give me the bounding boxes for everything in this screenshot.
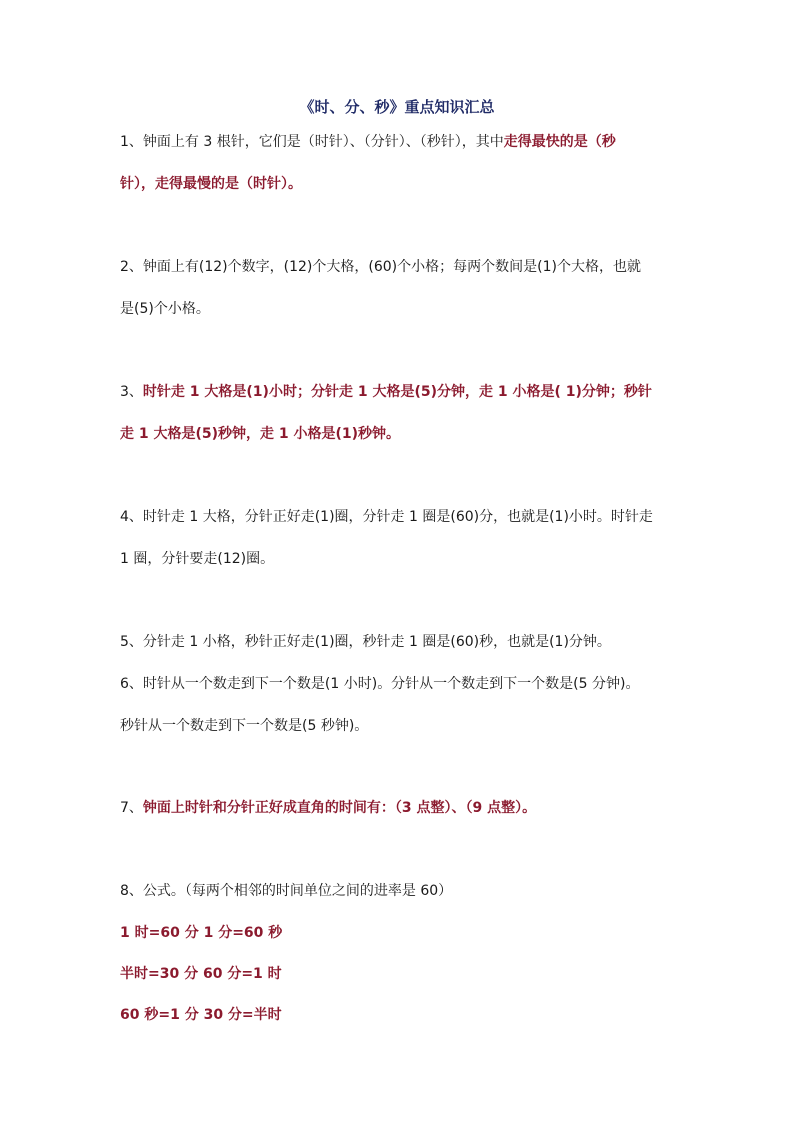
item-5-line-1: 5、分针走 1 小格，秒针正好走(1)圈，秒针走 1 圈是(60)秒，也就是(1)分钟。 bbox=[120, 634, 611, 650]
item-3-emphasis: 时针走 1 大格是(1)小时；分针走 1 大格是(5)分钟，走 1 小格是( 1)分钟；秒针 bbox=[142, 384, 652, 400]
item-7-line-1 bbox=[120, 798, 690, 818]
item-1-emphasis: 走得最快的是（秒 bbox=[503, 134, 616, 150]
item-7-number: 7、 bbox=[120, 800, 143, 816]
formula-line-2: 半时=30 分 60 分=1 时 bbox=[120, 966, 282, 982]
item-6-line-2: 秒针从一个数走到下一个数是(5 秒钟)。 bbox=[120, 718, 369, 734]
item-1-text: 1、钟面上有 3 根针，它们是（时针）、（分针）、（秒针），其中 bbox=[120, 134, 504, 150]
item-7-emphasis: 钟面上时针和分针正好成直角的时间有：（3 点整）、（9 点整）。 bbox=[142, 800, 537, 816]
formula-line-3: 60 秒=1 分 30 分=半时 bbox=[120, 1007, 282, 1023]
item-1-line-2: 针），走得最慢的是（时针）。 bbox=[120, 176, 302, 192]
item-3-line-2: 走 1 大格是(5)秒钟，走 1 小格是(1)秒钟。 bbox=[120, 426, 401, 442]
item-2-line-2: 是(5)个小格。 bbox=[120, 301, 210, 317]
item-2-line-1: 2、钟面上有(12)个数字，(12)个大格，(60)个小格；每两个数间是(1)个大格，也就 bbox=[120, 259, 641, 275]
formula-line-1: 1 时=60 分 1 分=60 秒 bbox=[120, 925, 283, 941]
item-6-line-1: 6、时针从一个数走到下一个数是(1 小时)。分针从一个数走到下一个数是(5 分钟)。 bbox=[120, 676, 640, 692]
item-8-line-1: 8、公式。（每两个相邻的时间单位之间的进率是 60） bbox=[120, 883, 453, 899]
item-3-line-1 bbox=[120, 382, 690, 402]
page-title: 《时、分、秒》重点知识汇总 bbox=[299, 98, 495, 116]
item-3-number: 3、 bbox=[120, 384, 143, 400]
item-1-line-1 bbox=[120, 132, 690, 152]
item-4-line-1: 4、时针走 1 大格，分针正好走(1)圈，分针走 1 圈是(60)分，也就是(1)小时。时针走 bbox=[120, 509, 653, 525]
item-4-line-2: 1 圈，分针要走(12)圈。 bbox=[120, 551, 275, 567]
